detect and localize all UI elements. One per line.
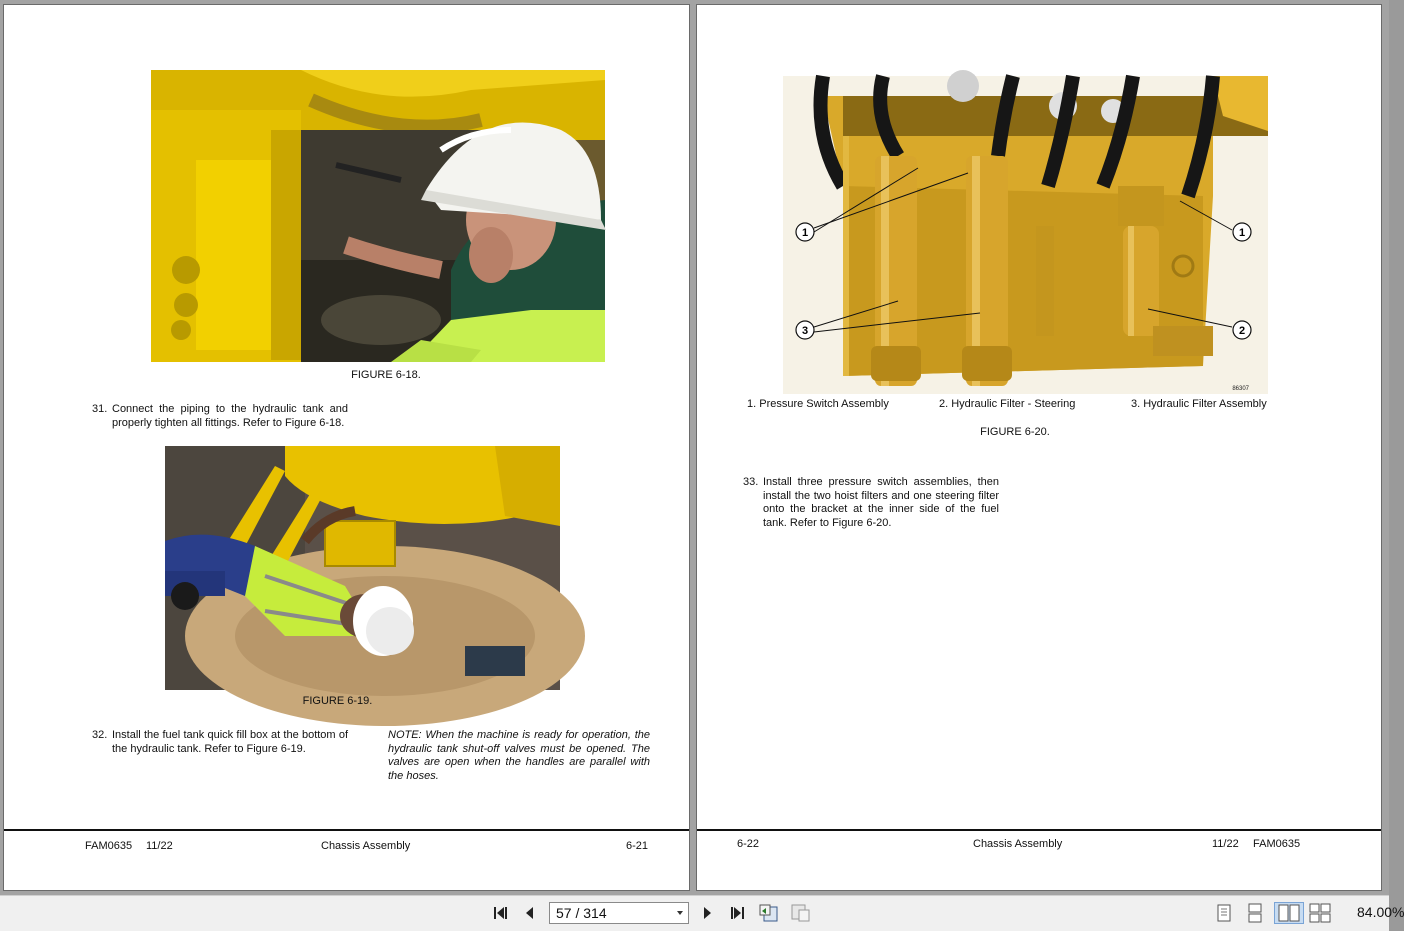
callout-2 bbox=[1233, 321, 1251, 339]
svg-text:3: 3 bbox=[801, 325, 809, 337]
svg-text:2: 2 bbox=[1238, 325, 1246, 337]
previous-page-icon bbox=[523, 905, 537, 921]
step-31 bbox=[92, 403, 348, 430]
legend-item-2: 2. Hydraulic Filter - Steering bbox=[939, 398, 1076, 410]
first-page-button[interactable] bbox=[490, 902, 512, 924]
footer-section: Chassis Assembly bbox=[321, 840, 411, 852]
figure-6-18-caption: FIGURE 6-18. bbox=[351, 369, 421, 381]
two-page-icon bbox=[1278, 904, 1300, 922]
last-page-icon bbox=[728, 905, 746, 921]
step-32 bbox=[92, 729, 348, 756]
step-33-text: Install three pressure switch assemblies, then install the two hoist filters and one steering filter onto the bracket at the inner side of the fuel tank. Refer to Figure 6-20. bbox=[763, 476, 999, 529]
image-code: 86307 bbox=[1232, 386, 1249, 392]
single-page-icon bbox=[1216, 903, 1232, 923]
footer-page-number: 6-22 bbox=[737, 838, 760, 850]
chevron-down-icon[interactable] bbox=[677, 911, 683, 915]
operation-note: NOTE: When the machine is ready for operation, the hydraulic tank shut-off valves must be opened. The valves are open when the handles are parallel with the hoses. bbox=[388, 729, 650, 782]
figure-6-20-caption: FIGURE 6-20. bbox=[980, 426, 1050, 438]
forward-view-icon bbox=[790, 903, 812, 923]
figure-6-19-caption: FIGURE 6-19. bbox=[302, 695, 373, 707]
step-31-number: 31. bbox=[92, 403, 108, 415]
go-back-view-button[interactable] bbox=[758, 902, 780, 924]
figure-6-19-photo bbox=[165, 446, 560, 690]
callout-1-left bbox=[796, 223, 814, 241]
callout-overlay bbox=[697, 5, 1383, 405]
page-number-value: 57 / 314 bbox=[556, 905, 607, 921]
zoom-level[interactable]: 84.00% bbox=[1357, 904, 1404, 920]
next-page-button[interactable] bbox=[696, 902, 718, 924]
step-33 bbox=[743, 476, 999, 530]
viewer-toolbar bbox=[0, 895, 1404, 931]
figure-6-18-photo bbox=[151, 70, 605, 362]
page-number-field[interactable] bbox=[549, 902, 689, 924]
page-6-22 bbox=[696, 4, 1382, 891]
footer-doc-number: FAM0635 bbox=[1253, 838, 1301, 850]
next-page-icon bbox=[700, 905, 714, 921]
legend-item-3: 3. Hydraulic Filter Assembly bbox=[1131, 398, 1267, 410]
back-view-icon bbox=[758, 903, 780, 923]
footer-rule bbox=[4, 829, 689, 831]
go-forward-view-button[interactable] bbox=[790, 902, 812, 924]
continuous-page-icon bbox=[1247, 903, 1263, 923]
svg-text:1: 1 bbox=[801, 227, 809, 239]
footer-date: 11/22 bbox=[1212, 838, 1239, 850]
callout-1-right bbox=[1233, 223, 1251, 241]
legend-item-1: 1. Pressure Switch Assembly bbox=[747, 398, 889, 410]
step-32-text: Install the fuel tank quick fill box at the bottom of the hydraulic tank. Refer to Figure 6-19. bbox=[112, 729, 348, 755]
footer-section: Chassis Assembly bbox=[973, 838, 1063, 850]
two-page-continuous-view-button[interactable] bbox=[1309, 902, 1331, 924]
step-31-text: Connect the piping to the hydraulic tank and properly tighten all fittings. Refer to Figure 6-18. bbox=[112, 403, 348, 429]
two-page-continuous-icon bbox=[1309, 903, 1331, 923]
step-33-number: 33. bbox=[743, 476, 759, 488]
footer-date: 11/22 bbox=[146, 840, 173, 852]
last-page-button[interactable] bbox=[726, 902, 748, 924]
single-page-view-button[interactable] bbox=[1213, 902, 1235, 924]
footer-rule bbox=[697, 829, 1381, 831]
continuous-view-button[interactable] bbox=[1244, 902, 1266, 924]
callout-3 bbox=[796, 321, 814, 339]
first-page-icon bbox=[492, 905, 510, 921]
two-page-view-button[interactable] bbox=[1274, 902, 1304, 924]
footer-page-number: 6-21 bbox=[626, 840, 649, 852]
step-32-number: 32. bbox=[92, 729, 108, 741]
footer-doc-number: FAM0635 bbox=[85, 840, 133, 852]
previous-page-button[interactable] bbox=[519, 902, 541, 924]
svg-text:1: 1 bbox=[1238, 227, 1246, 239]
page-6-21 bbox=[3, 4, 690, 891]
